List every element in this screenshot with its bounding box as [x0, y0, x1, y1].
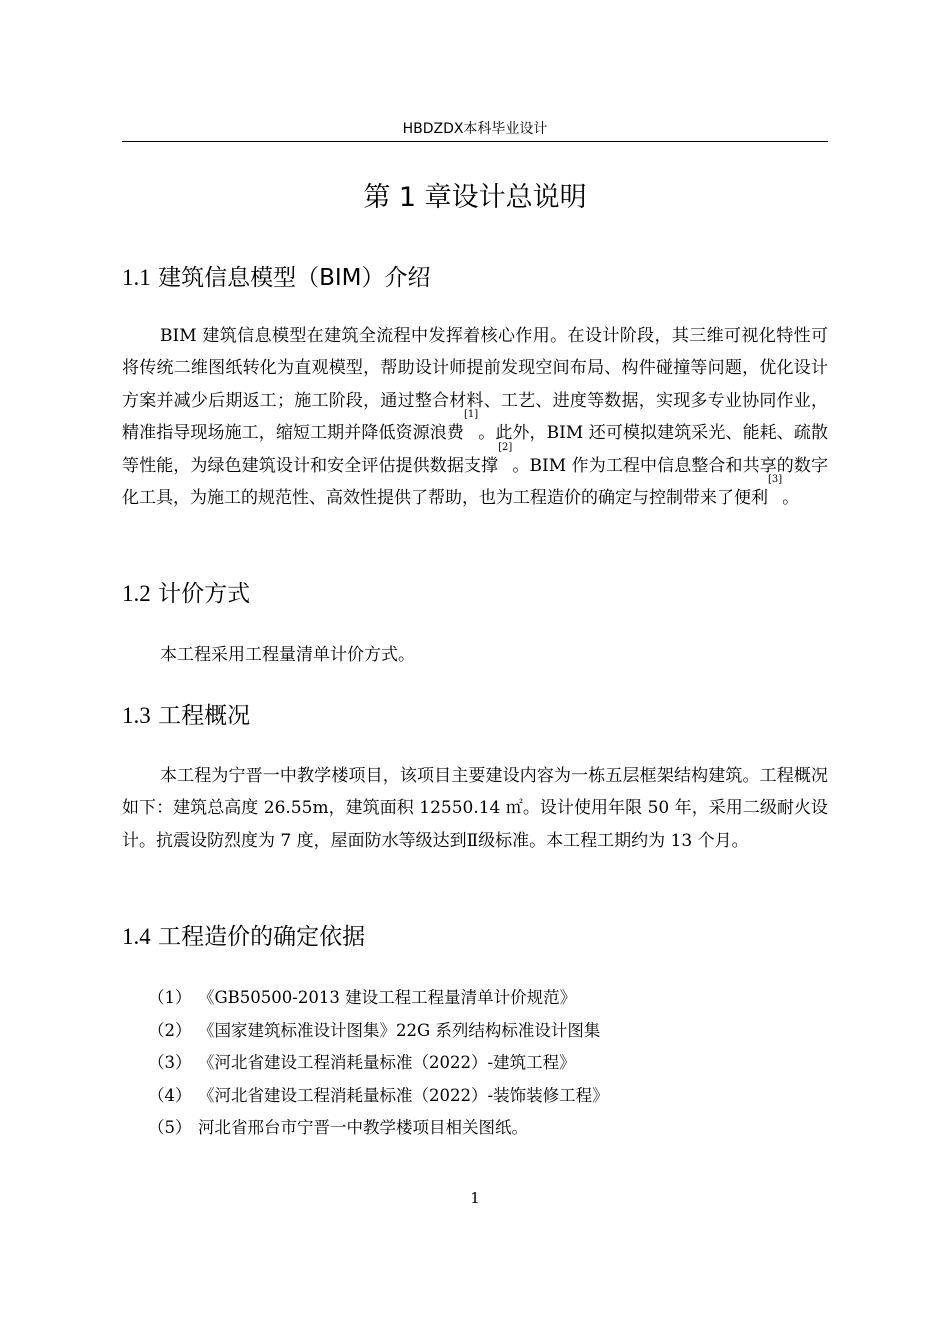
chapter-title: 第 1 章设计总说明 — [363, 182, 587, 213]
list-item-index: （2） — [148, 1020, 192, 1040]
section-number: 1.1 — [122, 265, 151, 290]
section-heading-1-4 — [122, 921, 365, 953]
page-header: HBDZDX本科毕业设计 — [402, 121, 548, 137]
section-title: 工程概况 — [158, 703, 251, 729]
citation-1: [1] — [463, 409, 479, 421]
basis-list — [148, 982, 828, 1145]
section-paragraph-1-1 — [122, 320, 828, 514]
section-title: 计价方式 — [158, 581, 251, 607]
citation-2: [2] — [498, 441, 513, 453]
section-paragraph-1-2 — [122, 639, 828, 671]
list-item-index: （3） — [148, 1053, 192, 1072]
list-item — [148, 1112, 828, 1145]
section-heading-1-1 — [122, 262, 430, 294]
section-title: 建筑信息模型（BIM）介绍 — [158, 265, 431, 291]
section-number: 1.2 — [122, 581, 151, 606]
paragraph-text: BIM 建筑信息模型在建筑全流程中发挥着核心作用。在设计阶段，其三维可视化特性可将传统二维图纸转化为直观模型，帮助设计师提前发现空间布局、构件碰撞等问题，优化设计方案并减少后期返工；施工阶段，通过整合材料、工艺、进度等数据，实现多专业协同作业，精准指导现场施工，缩短工期并降低资源浪费 — [122, 326, 828, 444]
paragraph-text: 。 — [782, 488, 800, 509]
list-item — [148, 1080, 828, 1113]
list-item-index: （4） — [148, 1085, 192, 1105]
list-item-text: 《GB50500-2013 建设工程工程量清单计价规范》 — [198, 988, 577, 1007]
paragraph-text: 本工程采用工程量清单计价方式。 — [160, 645, 415, 665]
paragraph-text: 。BIM 作为工程中信息整合和共享的数字化工具，为施工的规范性、高效性提供了帮助，也为工程造价的确定与控制带来了便利 — [122, 455, 829, 509]
citation-3: [3] — [768, 474, 783, 486]
header-rule — [122, 141, 828, 142]
section-number: 1.4 — [122, 924, 151, 949]
section-paragraph-1-3 — [122, 760, 828, 857]
list-item — [148, 982, 828, 1015]
list-item-text: 《河北省建设工程消耗量标准（2022）-装饰装修工程》 — [198, 1085, 609, 1105]
page-number: 1 — [470, 1189, 480, 1207]
list-item-text: 河北省邢台市宁晋一中教学楼项目相关图纸。 — [198, 1118, 528, 1137]
list-item — [148, 1047, 828, 1080]
list-item-text: 《国家建筑标准设计图集》22G 系列结构标准设计图集 — [198, 1020, 601, 1040]
section-heading-1-3 — [122, 700, 250, 732]
list-item-index: （5） — [148, 1118, 192, 1137]
section-title: 工程造价的确定依据 — [158, 924, 366, 950]
list-item — [148, 1015, 828, 1048]
section-heading-1-2 — [122, 578, 250, 610]
list-item-index: （1） — [148, 988, 192, 1007]
paragraph-text: 本工程为宁晋一中教学楼项目，该项目主要建设内容为一栋五层框架结构建筑。工程概况如下：建筑总高度 26.55m，建筑面积 12550.14 ㎡。设计使用年限 50 年，采用二级耐火设计。抗震设防烈度为 7 度，屋面防水等级达到Ⅱ级标准。本工程工期约为 13 个月。 — [122, 766, 828, 851]
section-number: 1.3 — [122, 703, 151, 728]
paragraph-text: 。此外，BIM 还可模拟建筑采光、能耗、疏散等性能，为绿色建筑设计和安全评估提供数据支撑 — [122, 423, 828, 476]
list-item-text: 《河北省建设工程消耗量标准（2022）-建筑工程》 — [198, 1053, 576, 1072]
